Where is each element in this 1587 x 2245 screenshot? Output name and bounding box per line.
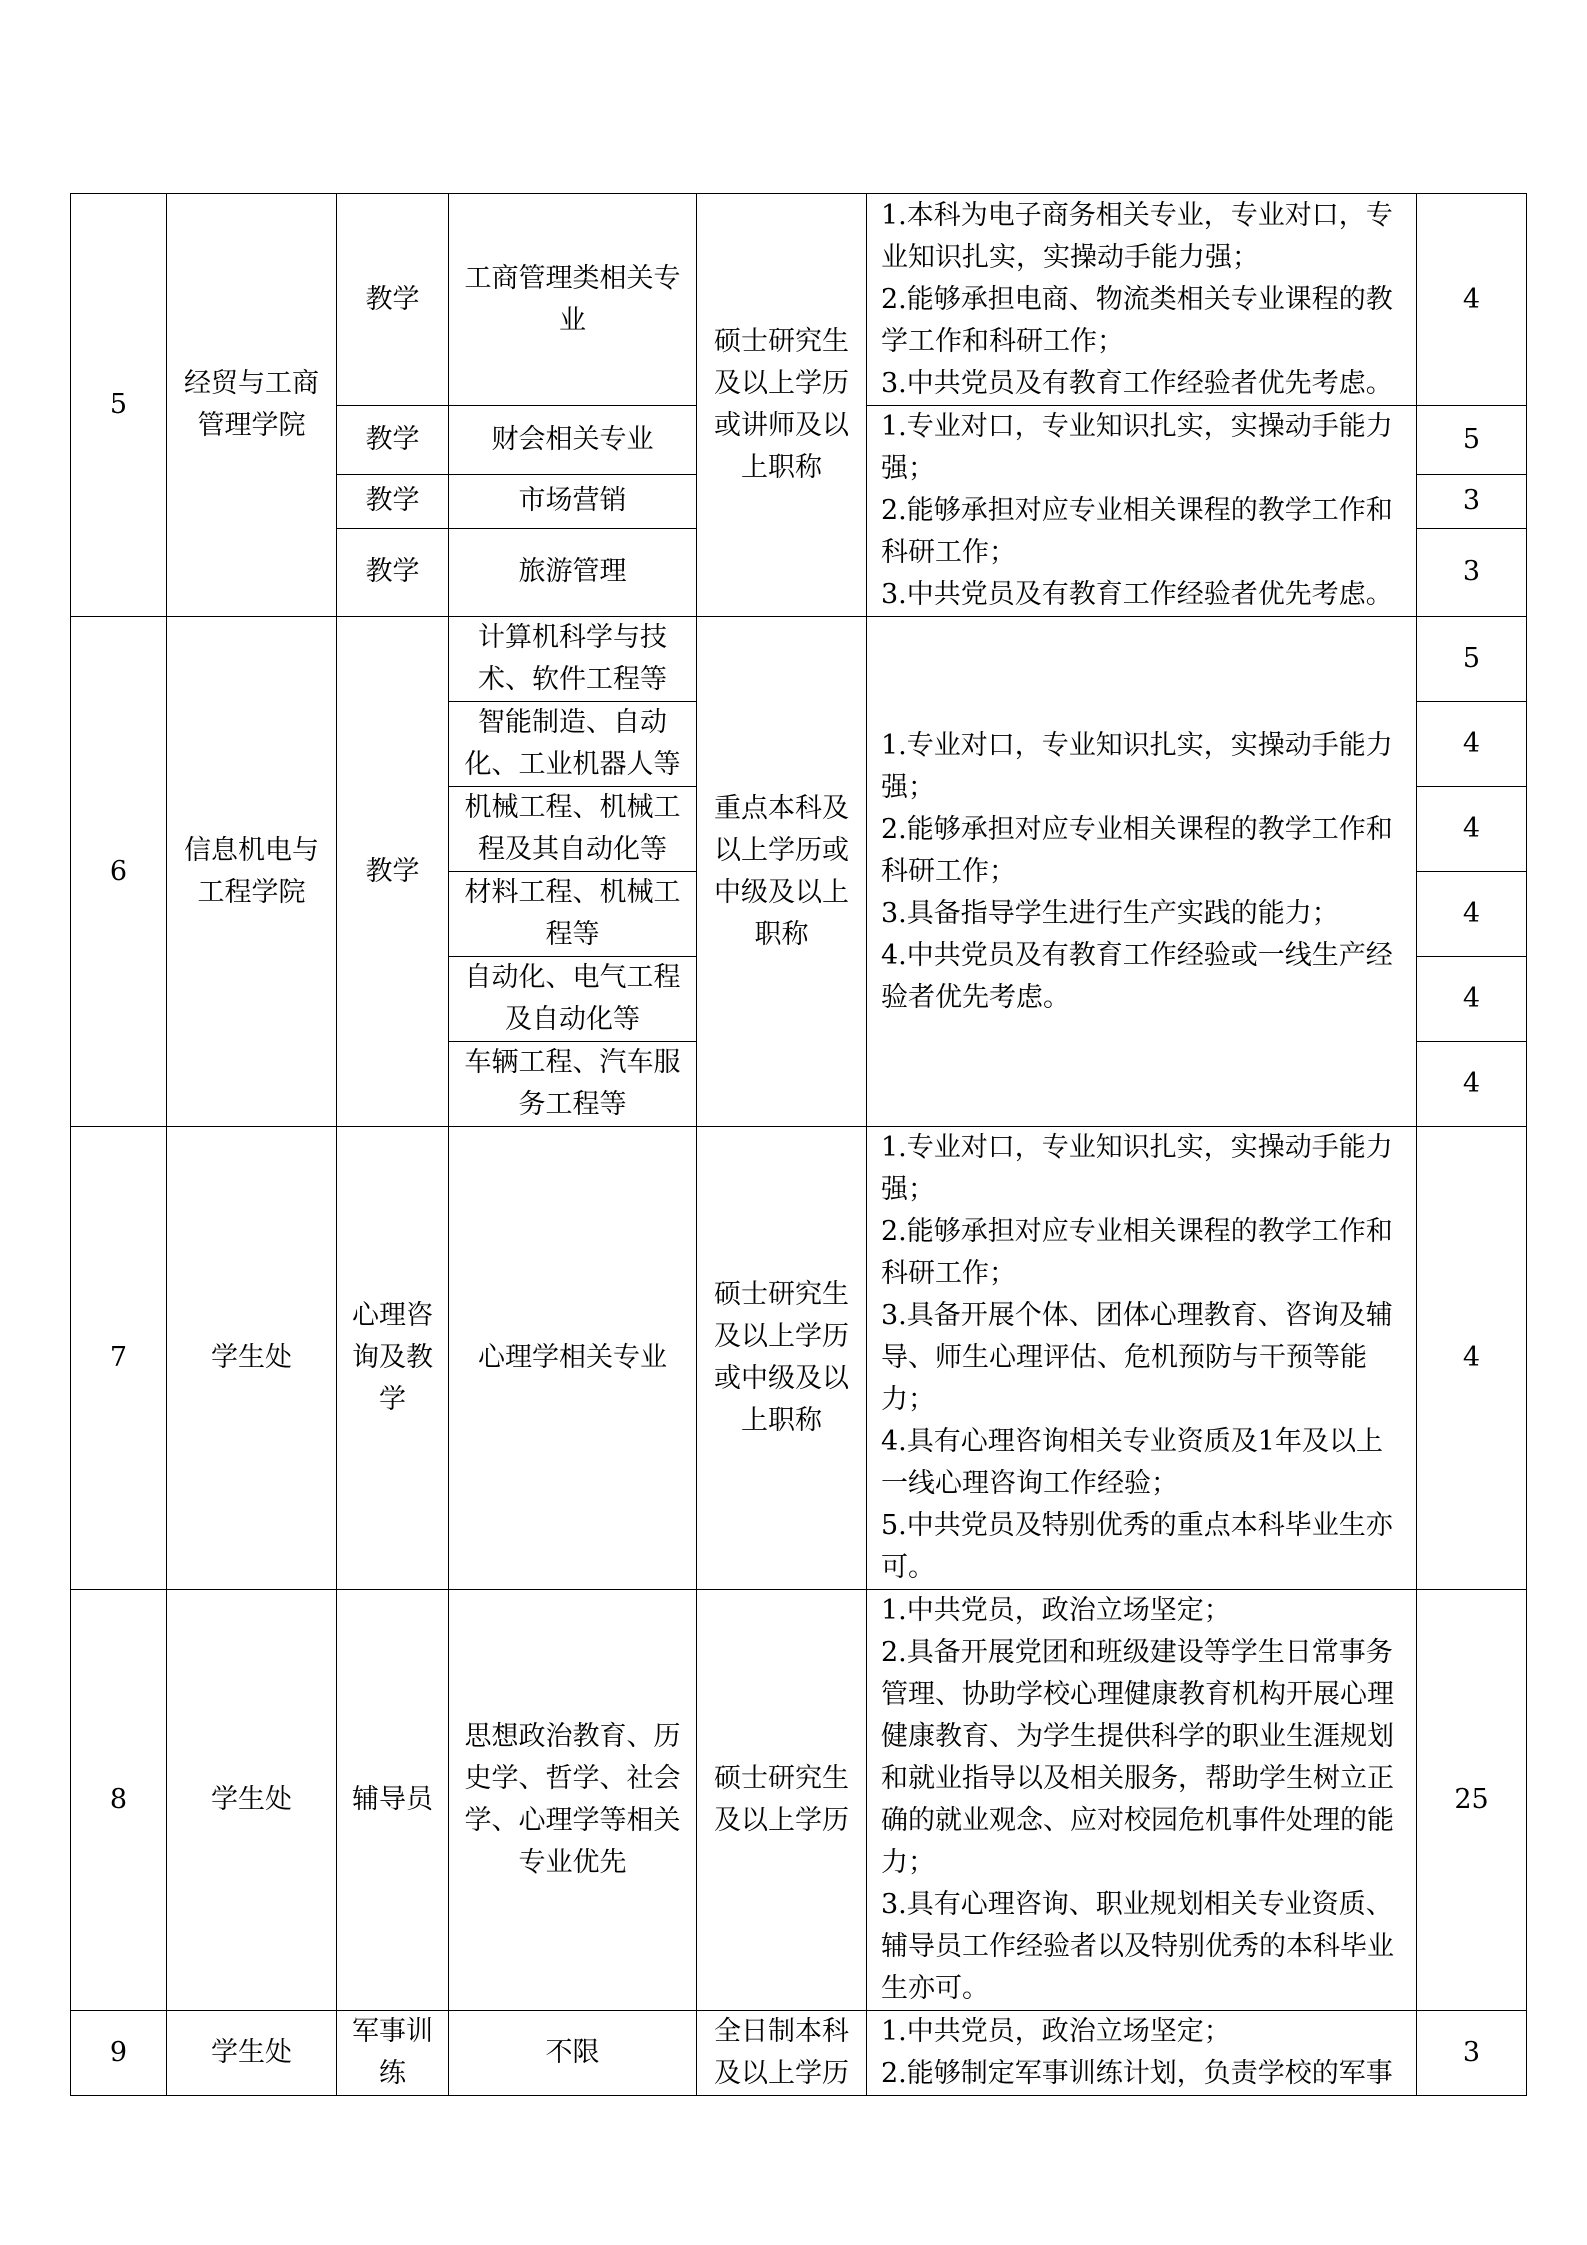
major-requirement: 市场营销 (449, 474, 697, 528)
headcount: 5 (1417, 617, 1527, 702)
headcount: 3 (1417, 528, 1527, 616)
row-number: 5 (71, 194, 167, 617)
major-requirement: 心理学相关专业 (449, 1127, 697, 1590)
requirement-line: 1.本科为电子商务相关专业，专业对口，专业知识扎实，实操动手能力强； (881, 199, 1393, 273)
row-number: 8 (71, 1590, 167, 2011)
position-type: 教学 (337, 406, 449, 475)
row-number: 9 (71, 2011, 167, 2096)
major-requirement: 材料工程、机械工程等 (449, 872, 697, 957)
position-type: 教学 (337, 528, 449, 616)
job-requirements (867, 1590, 1417, 2011)
headcount: 25 (1417, 1590, 1527, 2011)
requirement-line: 1.专业对口，专业知识扎实，实操动手能力强； (881, 729, 1393, 803)
major-requirement: 车辆工程、汽车服务工程等 (449, 1042, 697, 1127)
position-type: 军事训练 (337, 2011, 449, 2096)
requirement-line: 4.具有心理咨询相关专业资质及1年及以上一线心理咨询工作经验； (881, 1426, 1383, 1499)
job-requirements (867, 2011, 1417, 2096)
unit-name: 经贸与工商管理学院 (167, 194, 337, 617)
qualification: 硕士研究生及以上学历或中级及以上职称 (697, 1127, 867, 1590)
table-row (71, 617, 1527, 702)
requirement-line: 5.中共党员及特别优秀的重点本科毕业生亦可。 (881, 1510, 1393, 1583)
major-requirement: 智能制造、自动化、工业机器人等 (449, 702, 697, 787)
position-type: 辅导员 (337, 1590, 449, 2011)
requirement-line: 1.中共党员，政治立场坚定； (881, 1595, 1231, 1626)
requirement-line: 2.能够承担对应专业相关课程的教学工作和科研工作； (881, 495, 1393, 568)
requirement-line: 3.中共党员及有教育工作经验者优先考虑。 (881, 579, 1393, 610)
major-requirement: 自动化、电气工程及自动化等 (449, 957, 697, 1042)
unit-name: 信息机电与工程学院 (167, 617, 337, 1127)
major-requirement: 工商管理类相关专业 (449, 194, 697, 406)
position-type: 教学 (337, 194, 449, 406)
row-number: 6 (71, 617, 167, 1127)
job-requirements (867, 194, 1417, 406)
headcount: 4 (1417, 872, 1527, 957)
row-number: 7 (71, 1127, 167, 1590)
requirement-line: 3.中共党员及有教育工作经验者优先考虑。 (881, 367, 1393, 399)
position-type: 教学 (337, 474, 449, 528)
requirement-line: 2.具备开展党团和班级建设等学生日常事务管理、协助学校心理健康教育机构开展心理健康教育、为学生提供科学的职业生涯规划和就业指导以及相关服务，帮助学生树立正确的就业观念、应对校园危机事件处理的能力； (881, 1637, 1394, 1878)
headcount: 3 (1417, 2011, 1527, 2096)
requirement-line: 2.能够承担对应专业相关课程的教学工作和科研工作； (881, 813, 1393, 887)
headcount: 4 (1417, 787, 1527, 872)
table-row (71, 1590, 1527, 2011)
major-requirement: 旅游管理 (449, 528, 697, 616)
qualification: 重点本科及以上学历或中级及以上职称 (697, 617, 867, 1127)
requirement-line: 3.具备指导学生进行生产实践的能力； (881, 897, 1339, 929)
unit-name: 学生处 (167, 1127, 337, 1590)
major-requirement: 机械工程、机械工程及其自动化等 (449, 787, 697, 872)
headcount: 4 (1417, 194, 1527, 406)
requirement-line: 3.具备开展个体、团体心理教育、咨询及辅导、师生心理评估、危机预防与干预等能力； (881, 1300, 1393, 1415)
qualification: 全日制本科及以上学历 (697, 2011, 867, 2096)
qualification: 硕士研究生及以上学历或讲师及以上职称 (697, 194, 867, 617)
headcount: 5 (1417, 406, 1527, 475)
requirement-line: 2.能够承担电商、物流类相关专业课程的教学工作和科研工作； (881, 283, 1393, 357)
requirement-line: 4.中共党员及有教育工作经验或一线生产经验者优先考虑。 (881, 939, 1393, 1013)
headcount: 4 (1417, 702, 1527, 787)
position-type: 心理咨询及教学 (337, 1127, 449, 1590)
job-requirements (867, 617, 1417, 1127)
unit-name: 学生处 (167, 1590, 337, 2011)
unit-name: 学生处 (167, 2011, 337, 2096)
table-row (71, 194, 1527, 406)
requirement-line: 1.专业对口，专业知识扎实，实操动手能力强； (881, 1132, 1393, 1205)
headcount: 4 (1417, 1042, 1527, 1127)
headcount: 3 (1417, 474, 1527, 528)
headcount: 4 (1417, 957, 1527, 1042)
major-requirement: 不限 (449, 2011, 697, 2096)
position-type: 教学 (337, 617, 449, 1127)
headcount: 4 (1417, 1127, 1527, 1590)
requirement-line: 1.专业对口，专业知识扎实，实操动手能力强； (881, 411, 1393, 484)
requirement-line: 2.能够制定军事训练计划，负责学校的军事 (881, 2058, 1393, 2089)
major-requirement: 计算机科学与技术、软件工程等 (449, 617, 697, 702)
requirement-line: 1.中共党员，政治立场坚定； (881, 2016, 1231, 2047)
major-requirement: 财会相关专业 (449, 406, 697, 475)
recruitment-table (70, 193, 1527, 2096)
job-requirements (867, 1127, 1417, 1590)
table-row (71, 2011, 1527, 2096)
qualification: 硕士研究生及以上学历 (697, 1590, 867, 2011)
requirement-line: 2.能够承担对应专业相关课程的教学工作和科研工作； (881, 1216, 1393, 1289)
table-row (71, 1127, 1527, 1590)
major-requirement: 思想政治教育、历史学、哲学、社会学、心理学等相关专业优先 (449, 1590, 697, 2011)
job-requirements (867, 406, 1417, 617)
requirement-line: 3.具有心理咨询、职业规划相关专业资质、辅导员工作经验者以及特别优秀的本科毕业生亦可。 (881, 1889, 1394, 2004)
